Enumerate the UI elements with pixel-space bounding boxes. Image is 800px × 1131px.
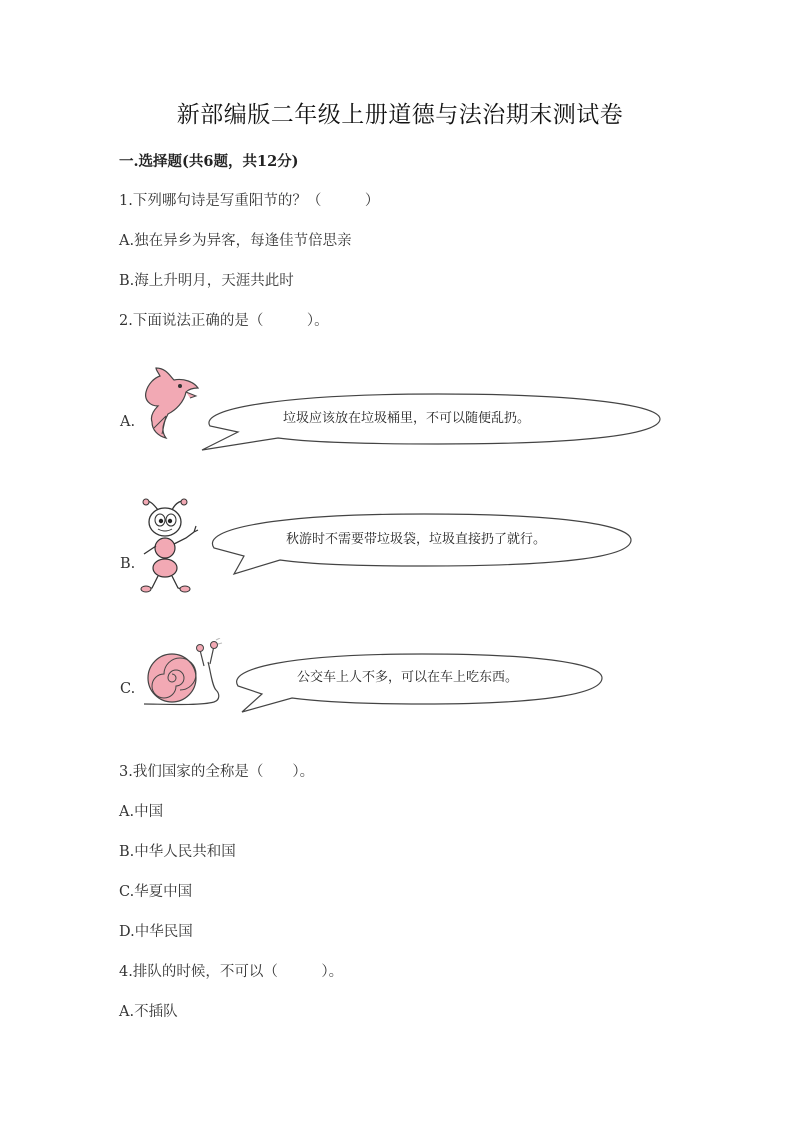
- question-2-stem: 2.下面说法正确的是（ ）。: [119, 313, 329, 329]
- question-2-option-b-label: B.: [120, 556, 136, 572]
- section-heading: 一.选择题(共6题，共12分): [119, 153, 299, 170]
- speech-text-c: 公交车上人不多，可以在车上吃东西。: [297, 670, 519, 685]
- question-3-stem: 3.我们国家的全称是（ ）。: [119, 764, 315, 780]
- question-4-stem: 4.排队的时候，不可以（ ）。: [119, 964, 344, 980]
- question-3-option-b: B.中华人民共和国: [119, 844, 236, 860]
- question-4-option-a: A.不插队: [119, 1004, 178, 1020]
- question-3-option-c: C.华夏中国: [119, 884, 193, 900]
- dolphin-icon: [140, 362, 202, 442]
- page-title: 新部编版二年级上册道德与法治期末测试卷: [176, 102, 624, 128]
- question-1-option-b: B.海上升明月，天涯共此时: [119, 273, 294, 289]
- question-1-option-a: A.独在异乡为异客，每逢佳节倍思亲: [119, 233, 352, 249]
- snail-icon: [140, 638, 224, 710]
- question-2-option-c-label: C.: [120, 681, 136, 697]
- speech-text-a: 垃圾应该放在垃圾桶里，不可以随便乱扔。: [283, 411, 531, 426]
- question-3-option-a: A.中国: [119, 804, 164, 820]
- question-3-option-d: D.中华民国: [119, 924, 193, 940]
- speech-text-b: 秋游时不需要带垃圾袋，垃圾直接扔了就行。: [286, 532, 547, 547]
- question-2-option-a-label: A.: [120, 414, 136, 430]
- question-1-stem: 1.下列哪句诗是写重阳节的？（ ）: [119, 193, 380, 209]
- ant-icon: [138, 496, 200, 594]
